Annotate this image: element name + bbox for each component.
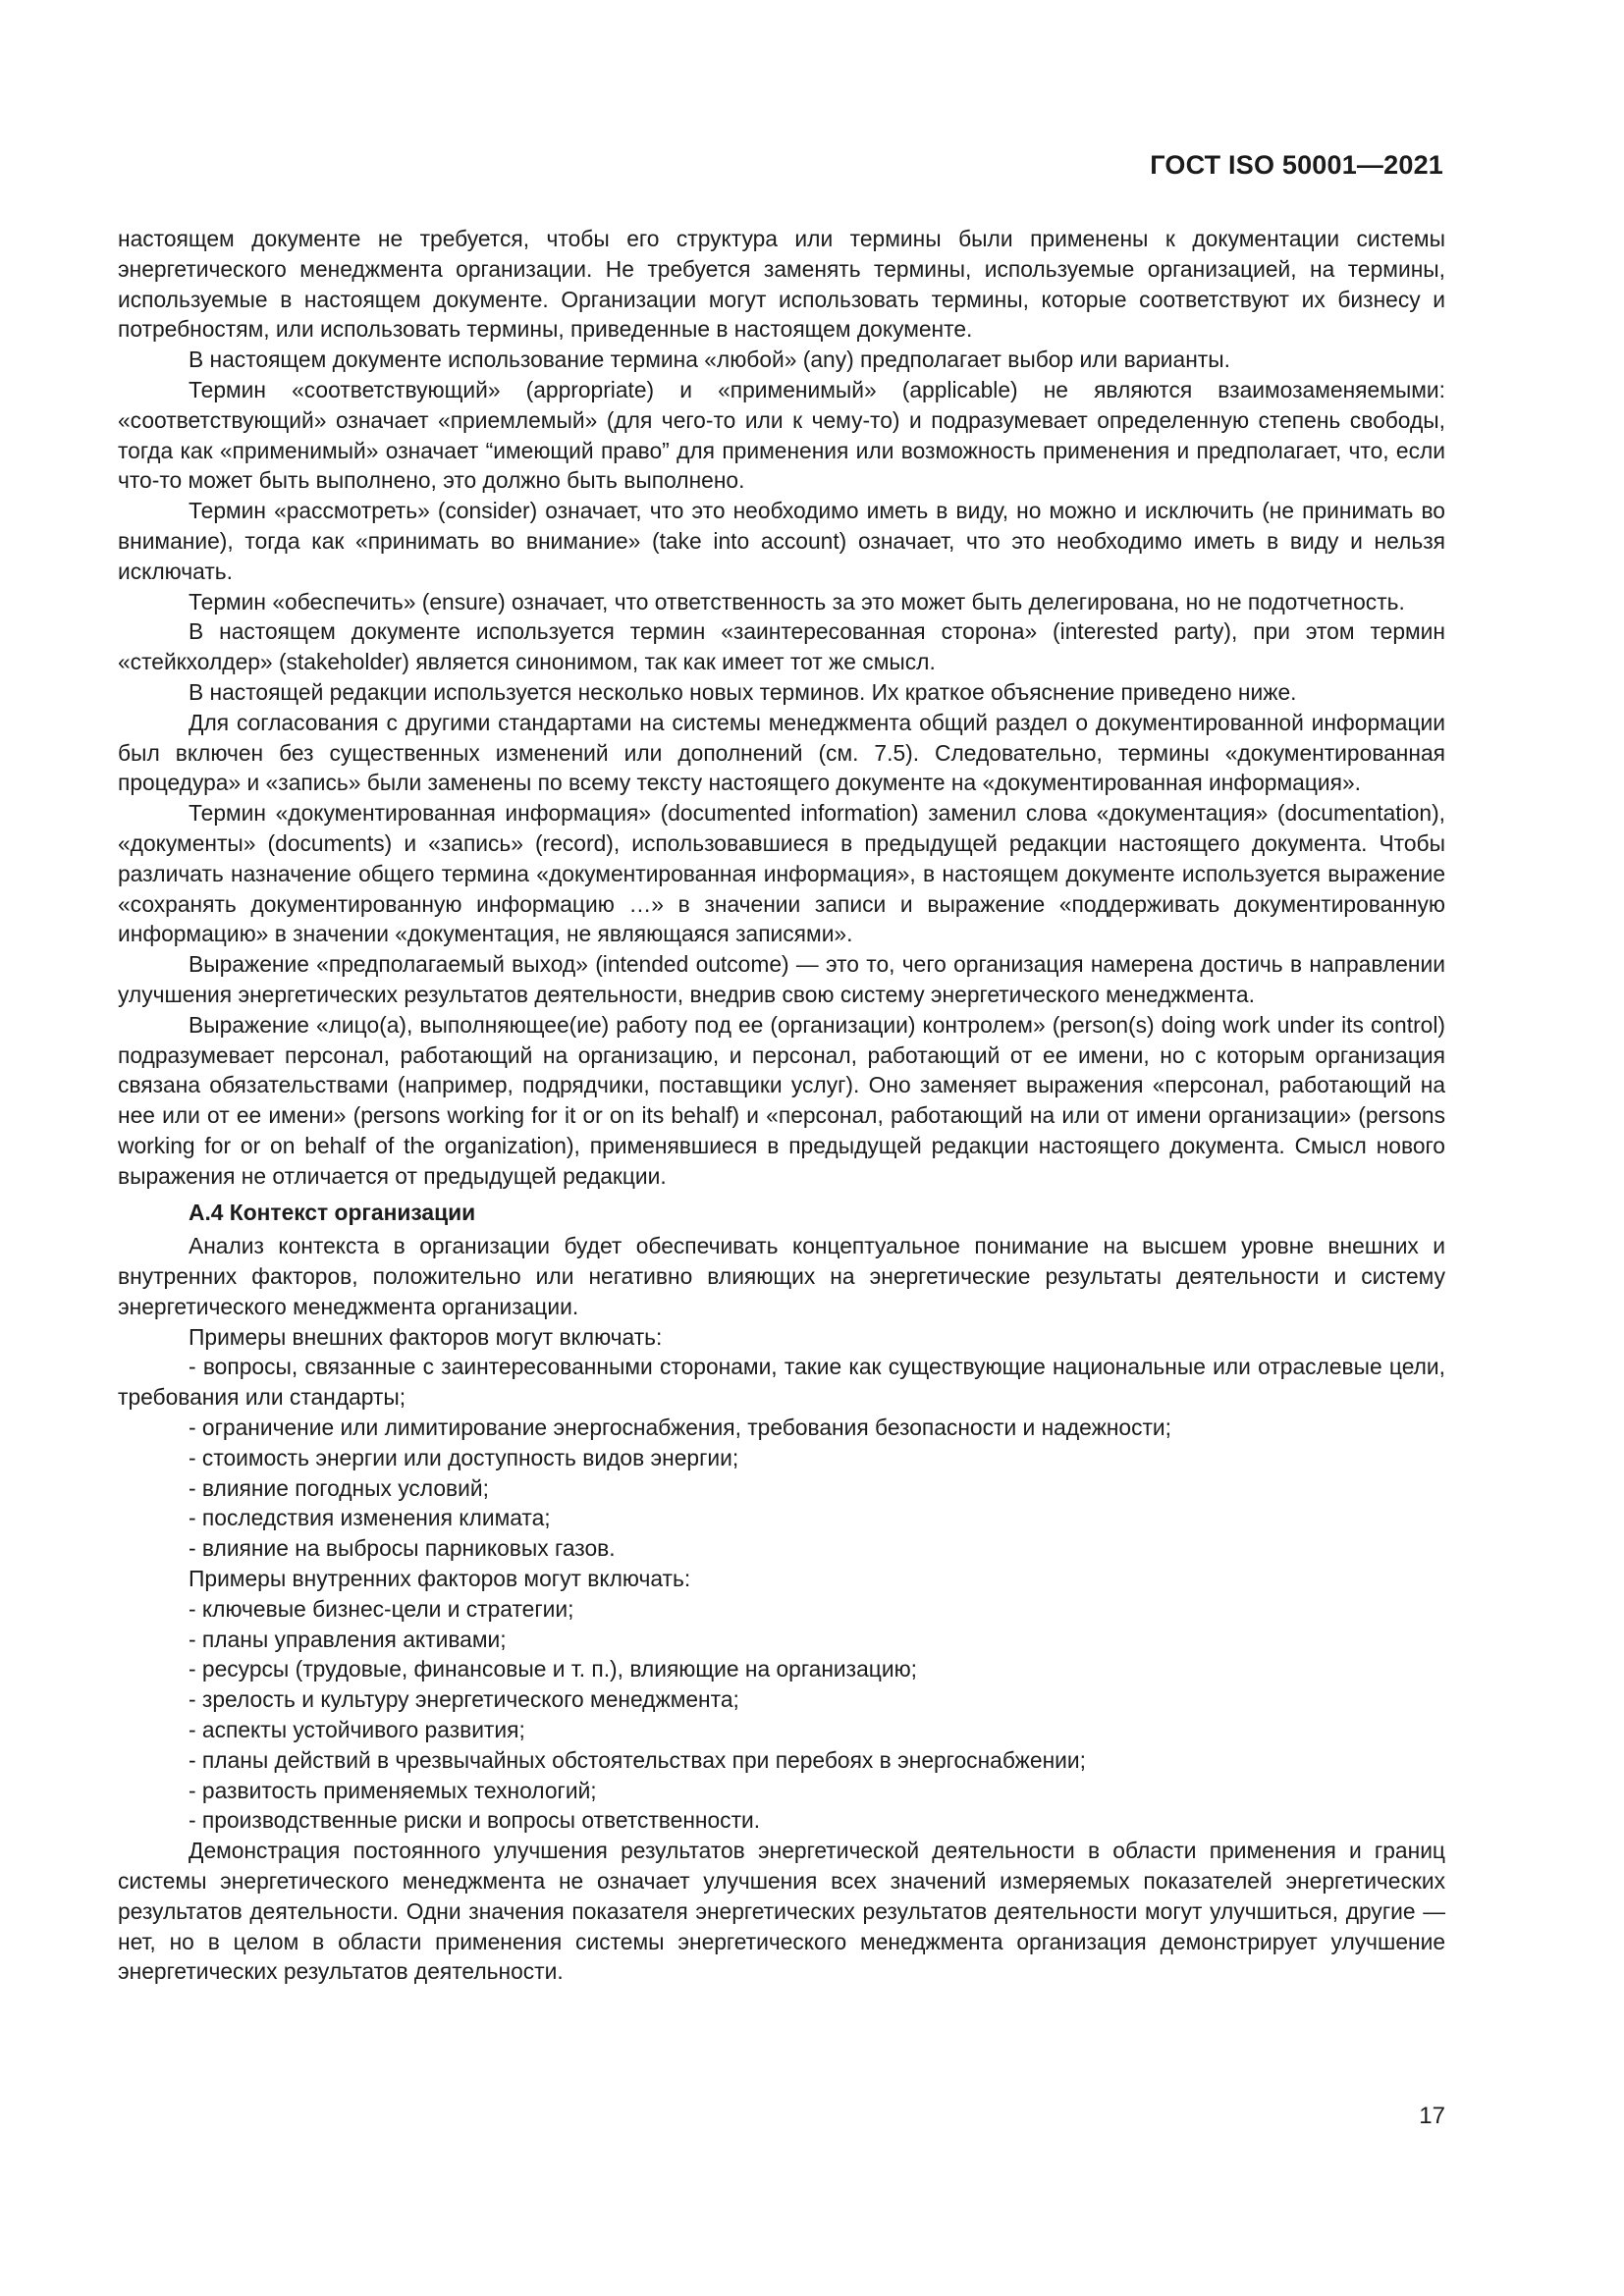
list-item: - вопросы, связанные с заинтересованными сторонами, такие как существующие национальные или отраслевые цели, требования или стандарты; bbox=[118, 1354, 1445, 1411]
external-factors-intro: Примеры внешних факторов могут включать: bbox=[189, 1323, 663, 1350]
list-item: - развитость применяемых технологий; bbox=[189, 1777, 597, 1803]
list-item: - влияние на выбросы парниковых газов. bbox=[189, 1535, 616, 1562]
paragraph: Термин «документированная информация» (documented information) заменил слова «документация» (documentation), «документы» (documents) и «запись» (record), использовавшиеся в предыдущей редакции настоящего документа. Чтобы различать назначение общего термина «документированная информация», в настоящем документе используется выражение «сохранять документированную информацию …» в значении записи и выражение «поддерживать документированную информацию» в значении «документация, не являющаяся записями». bbox=[118, 800, 1445, 947]
paragraph: Термин «обеспечить» (ensure) означает, что ответственность за это может быть делегирована, но не подотчетность. bbox=[189, 588, 1405, 614]
document-body bbox=[118, 224, 1445, 1987]
paragraph: Выражение «лицо(а), выполняющее(ие) работу под ее (организации) контролем» (person(s) doing work under its control) подразумевает персонал, работающий на организацию, и персонал, работающий от ее имени, но с которым организация связана обязательствами (например, подрядчики, поставщики услуг). Оно заменяет выражения «персонал, работающий на нее или от ее имени» (persons working for it or on its behalf) и «персонал, работающий на или от имени организации» (persons working for or on behalf of the organization), применявшиеся в предыдущей редакции настоящего документа. Смысл нового выражения не отличается от предыдущей редакции. bbox=[118, 1011, 1445, 1189]
list-item: - стоимость энергии или доступность видов энергии; bbox=[189, 1444, 739, 1470]
paragraph: В настоящем документе использование термина «любой» (any) предполагает выбор или варианты. bbox=[189, 347, 1230, 373]
paragraph: Термин «рассмотреть» (consider) означает, что это необходимо иметь в виду, но можно и исключить (не принимать во внимание), тогда как «принимать во внимание» (take into account) означает, что это необходимо иметь в виду и нельзя исключать. bbox=[118, 498, 1445, 584]
list-item: - влияние погодных условий; bbox=[189, 1474, 489, 1501]
list-item: - ключевые бизнес-цели и стратегии; bbox=[189, 1595, 574, 1622]
paragraph: настоящем документе не требуется, чтобы его структура или термины были применены к документации системы энергетического менеджмента организации. Не требуется заменять термины, используемые организацией, на термины, используемые в настоящем документе. Организации могут использовать термины, которые соответствуют их бизнесу и потребностям, или использовать термины, приведенные в настоящем документе. bbox=[118, 226, 1445, 343]
page-number: 17 bbox=[1419, 2103, 1445, 2129]
paragraph: В настоящем документе используется термин «заинтересованная сторона» (interested party), при этом термин «стейкхолдер» (stakeholder) является синонимом, так как имеет тот же смысл. bbox=[118, 618, 1445, 675]
document-code-header: ГОСТ ISO 50001—2021 bbox=[1150, 150, 1443, 180]
internal-factors-intro: Примеры внутренних факторов могут включать: bbox=[189, 1566, 691, 1592]
list-item: - последствия изменения климата; bbox=[189, 1505, 551, 1531]
list-item: - ограничение или лимитирование энергоснабжения, требования безопасности и надежности; bbox=[189, 1415, 1171, 1441]
list-item: - ресурсы (трудовые, финансовые и т. п.), влияющие на организацию; bbox=[189, 1656, 918, 1682]
list-item: - зрелость и культуру энергетического менеджмента; bbox=[189, 1686, 739, 1713]
paragraph: Для согласования с другими стандартами на системы менеджмента общий раздел о документированной информации был включен без существенных изменений или дополнений (см. 7.5). Следовательно, термины «документированная процедура» и «запись» были заменены по всему тексту настоящего документе на «документированная информация». bbox=[118, 709, 1445, 796]
paragraph: Термин «соответствующий» (appropriate) и «применимый» (applicable) не являются взаимозаменяемыми: «соответствующий» означает «приемлемый» (для чего-то или к чему-то) и подразумевает определенную степень свободы, тогда как «применимый» означает “имеющий право” для применения или возможность применения и предполагает, что, если что-то может быть выполнено, это должно быть выполнено. bbox=[118, 376, 1445, 494]
paragraph: Выражение «предполагаемый выход» (intended outcome) — это то, чего организация намерена достичь в направлении улучшения энергетических результатов деятельности, внедрив свою систему энергетического менеджмента. bbox=[118, 951, 1445, 1007]
closing-paragraph: Демонстрация постоянного улучшения результатов энергетической деятельности в области применения и границ системы энергетического менеджмента не означает улучшения всех значений измеряемых показателей энергетических результатов деятельности. Одни значения показателя энергетических результатов деятельности могут улучшиться, другие — нет, но в целом в области применения системы энергетического менеджмента организация демонстрирует улучшение энергетических результатов деятельности. bbox=[118, 1838, 1445, 1985]
list-item: - планы управления активами; bbox=[189, 1626, 507, 1652]
list-item: - производственные риски и вопросы ответственности. bbox=[189, 1807, 761, 1834]
section-heading: А.4 Контекст организации bbox=[189, 1199, 476, 1225]
list-item: - аспекты устойчивого развития; bbox=[189, 1717, 525, 1743]
list-item: - планы действий в чрезвычайных обстоятельствах при перебоях в энергоснабжении; bbox=[189, 1746, 1086, 1773]
paragraph: В настоящей редакции используется несколько новых терминов. Их краткое объяснение приведено ниже. bbox=[189, 678, 1297, 705]
section-intro: Анализ контекста в организации будет обеспечивать концептуальное понимание на высшем уровне внешних и внутренних факторов, положительно или негативно влияющих на энергетические результаты деятельности и систему энергетического менеджмента организации. bbox=[118, 1233, 1445, 1319]
